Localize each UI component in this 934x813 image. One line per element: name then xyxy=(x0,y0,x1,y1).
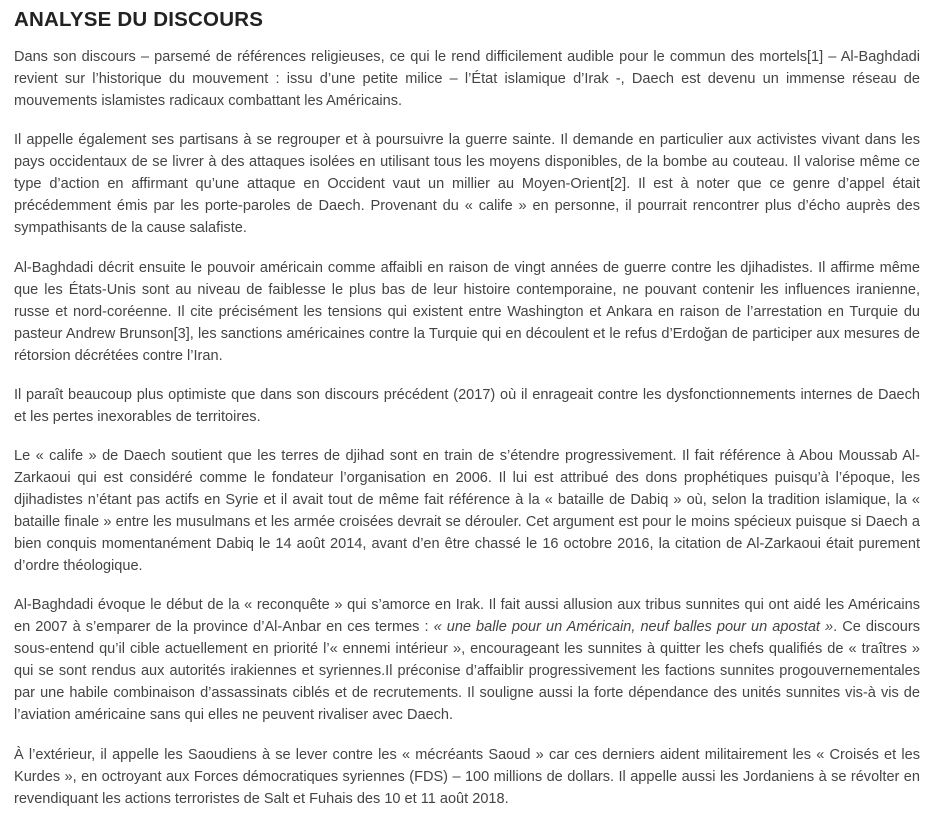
article-paragraph xyxy=(14,744,920,810)
article-body xyxy=(14,46,920,810)
paragraph-text: Le « calife » de Daech soutient que les terres de djihad sont en train de s’étendre progressivement. Il fait référence à Abou Moussab Al-Zarkaoui qui est considéré comme le fondateur l’organisation en 2006. Il lui est attribué des dons prophétiques puisqu’à l’époque, les djihadistes n’étant pas actifs en Syrie et il avait tout de même fait référence à la « bataille de Dabiq » où, selon la tradition islamique, la « bataille finale » entre les musulmans et les armée croisées devrait se dérouler. Cet argument est pour le moins spécieux puisque si Daech a bien conquis momentanément Dabiq le 14 août 2014, avant d’en être chassé le 16 octobre 2016, la citation de Al-Zarkaoui était purement d’ordre théologique. xyxy=(14,448,920,575)
article-paragraph xyxy=(14,46,920,112)
paragraph-text: . Ce discours sous-entend qu’il cible actuellement en priorité l’« ennemi intérieur », encourageant les sunnites à quitter les chefs qualifiés de « traîtres » qui se sont rendus aux autorités irakiennes et syriennes.Il préconise d’affaiblir progressivement les factions sunnites progouvernementales par une habile combinaison d’assassinats ciblés et de recrutements. Il souligne aussi la forte dépendance des unités sunnites vis-à vis de l’aviation américaine sans qui elles ne peuvent rivaliser avec Daech. xyxy=(14,619,921,724)
footnote-link[interactable]: [3] xyxy=(173,325,190,342)
article-title: ANALYSE DU DISCOURS xyxy=(14,8,264,31)
paragraph-text: Al-Baghdadi décrit ensuite le pouvoir américain comme affaibli en raison de vingt années de guerre contre les djihadistes. Il affirme même que les États-Unis sont au niveau de faiblesse le plus bas de leur histoire contemporaine, ne pouvant contenir les influences iranienne, russe et nord-coréenne. Il cite précisément les tensions qui existent entre Washington et Ankara en raison de l’arrestation en Turquie du pasteur Andrew Brunson xyxy=(14,259,920,342)
paragraph-text: – Al-Baghdadi revient sur l’historique du mouvement : issu d’une petite milice – l’État islamique d’Irak -, Daech est devenu un immense réseau de mouvements islamistes radicaux combattant les Américains. xyxy=(14,49,920,109)
paragraph-text: Al-Baghdadi évoque le début de la « reconquête » qui s’amorce en Irak. Il fait aussi allusion aux tribus sunnites qui ont aidé les Américains en 2007 à s’emparer de la province d’Al-Anbar en ces termes : xyxy=(14,597,920,636)
footnote-link[interactable]: [1] xyxy=(807,49,824,65)
article-paragraph xyxy=(14,129,920,239)
article-paragraph xyxy=(14,384,920,428)
paragraph-text: À l’extérieur, il appelle les Saoudiens à se lever contre les « mécréants Saoud » car ces derniers aident militairement les « Croisés et les Kurdes », en octroyant aux Forces démocratiques syriennes (FDS) – 100 millions de dollars. Il appelle aussi les Jordaniens à se révolter en revendiquant les actions terroristes de Salt et Fuhais des 10 et 11 août 2018. xyxy=(14,746,920,807)
paragraph-text: , les sanctions américaines contre la Turquie qui en découlent et le refus d’Erdoğan de participer aux mesures de rétorsion décrétées contre l’Iran. xyxy=(14,325,920,364)
paragraph-text: Il appelle également ses partisans à se regrouper et à poursuivre la guerre sainte. Il demande en particulier aux activistes vivant dans les pays occidentaux de se livrer à des attaques isolées en utilisant tous les moyens disponibles, de la bombe au couteau. Il valorise même ce type d’action en affirmant qu’une attaque en Occident vaut un millier au Moyen-Orient xyxy=(14,132,920,193)
quoted-text: « une balle pour un Américain, neuf balles pour un apostat » xyxy=(433,619,834,636)
footnote-link[interactable]: [2] xyxy=(610,176,627,193)
paragraph-text: . Il est à noter que ce genre d’appel était précédemment émis par les porte-paroles de Daech. Provenant du « calife » en personne, il pourrait rencontrer plus d’écho auprès des sympathisants de la cause salafiste. xyxy=(14,176,921,237)
article-paragraph xyxy=(14,445,920,577)
paragraph-text: Il paraît beaucoup plus optimiste que dans son discours précédent (2017) où il enrageait contre les dysfonctionnements internes de Daech et les pertes inexorables de territoires. xyxy=(14,386,920,425)
article-paragraph xyxy=(14,257,920,367)
article-paragraph xyxy=(14,594,920,726)
paragraph-text: Dans son discours – parsemé de références religieuses, ce qui le rend difficilement audible pour le commun des mortels xyxy=(14,49,807,65)
